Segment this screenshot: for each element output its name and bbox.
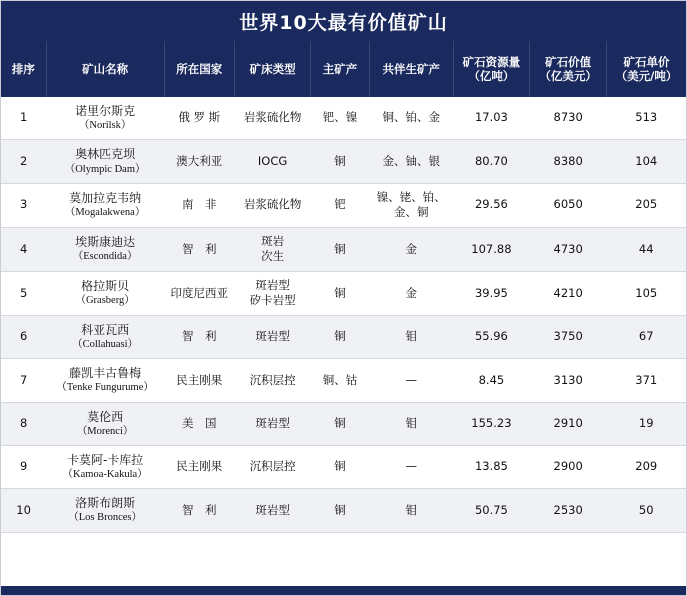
mine-name-cn: 卡莫阿-卡库拉 xyxy=(66,452,144,467)
associated-line2: 金、铜 xyxy=(394,205,429,220)
cell-main-mineral: 铜 xyxy=(311,140,370,183)
table-row xyxy=(1,97,686,140)
mine-name-cn: 洛斯布朗斯 xyxy=(75,496,136,511)
cell-ore-resource: 29.56 xyxy=(453,183,530,227)
cell-ore-value: 2910 xyxy=(530,402,607,445)
mine-name-cn: 莫加拉克韦纳 xyxy=(69,191,142,206)
column-header-rank: 排序 xyxy=(1,41,46,97)
deposit-line1: 斑岩 xyxy=(261,233,285,248)
cell-unit-price: 209 xyxy=(607,445,687,488)
cell-mine-name xyxy=(46,445,164,488)
mine-name-en: （Grasberg） xyxy=(75,295,135,307)
column-header-mine-name: 矿山名称 xyxy=(46,41,164,97)
column-header-deposit-type: 矿床类型 xyxy=(235,41,311,97)
cell-country: 智 利 xyxy=(164,489,235,532)
cell-country: 民主刚果 xyxy=(164,445,235,488)
table-row xyxy=(1,271,686,315)
cell-ore-value: 2900 xyxy=(530,445,607,488)
cell-country: 智 利 xyxy=(164,315,235,358)
cell-associated-mineral: 钼 xyxy=(370,489,454,532)
table-row xyxy=(1,445,686,488)
table-header-row xyxy=(1,41,686,97)
cell-rank: 4 xyxy=(1,227,46,271)
cell-deposit-type xyxy=(235,271,311,315)
cell-mine-name xyxy=(46,227,164,271)
cell-ore-resource: 155.23 xyxy=(453,402,530,445)
cell-mine-name xyxy=(46,315,164,358)
page-title: 世界10大最有价值矿山 xyxy=(239,11,448,34)
cell-deposit-type: 岩浆硫化物 xyxy=(235,183,311,227)
cell-unit-price: 513 xyxy=(607,97,687,140)
cell-associated-mineral: 金 xyxy=(370,227,454,271)
cell-deposit-type: 沉积层控 xyxy=(235,445,311,488)
cell-rank: 10 xyxy=(1,489,46,532)
cell-mine-name xyxy=(46,140,164,183)
column-header-unit-price-line2: （美元/吨） xyxy=(615,69,678,83)
cell-rank: 8 xyxy=(1,402,46,445)
cell-associated-mineral: 金 xyxy=(370,271,454,315)
cell-main-mineral: 铜 xyxy=(311,315,370,358)
cell-ore-resource: 55.96 xyxy=(453,315,530,358)
mine-name-en: （Escondida） xyxy=(72,251,138,263)
mine-name-cn: 奥林匹克坝 xyxy=(75,147,136,162)
cell-rank: 1 xyxy=(1,97,46,140)
column-header-ore-value-line1: 矿石价值 xyxy=(545,54,592,69)
cell-deposit-type: IOCG xyxy=(235,140,311,183)
mine-name-cn: 埃斯康迪达 xyxy=(75,235,136,250)
cell-associated-mineral: 金、铀、银 xyxy=(370,140,454,183)
cell-main-mineral: 铜 xyxy=(311,489,370,532)
mine-name-en: （Collahuasi） xyxy=(72,339,139,350)
mine-name-en: （Norilsk） xyxy=(78,120,132,132)
cell-ore-value: 3130 xyxy=(530,359,607,402)
cell-unit-price: 104 xyxy=(607,140,687,183)
table-row xyxy=(1,315,686,358)
mine-name-cn: 藤凯丰古鲁梅 xyxy=(69,366,142,381)
deposit-line1: 斑岩型 xyxy=(255,277,290,292)
cell-deposit-type: 斑岩型 xyxy=(235,402,311,445)
cell-country: 俄 罗 斯 xyxy=(164,97,235,140)
mine-name-en: （Morenci） xyxy=(76,425,134,437)
table-row xyxy=(1,183,686,227)
column-header-unit-price xyxy=(607,41,687,97)
cell-main-mineral: 铜、钴 xyxy=(311,359,370,402)
cell-unit-price: 50 xyxy=(607,489,687,532)
cell-rank: 7 xyxy=(1,359,46,402)
cell-ore-resource: 13.85 xyxy=(453,445,530,488)
cell-unit-price: 371 xyxy=(607,359,687,402)
cell-mine-name xyxy=(46,489,164,532)
cell-rank: 5 xyxy=(1,271,46,315)
cell-country: 印度尼西亚 xyxy=(164,271,235,315)
mine-name-cn: 莫伦西 xyxy=(87,409,124,424)
column-header-ore-resource-line2: （亿吨） xyxy=(468,69,515,83)
cell-main-mineral: 钯、镍 xyxy=(311,97,370,140)
document-title-bar xyxy=(1,1,686,41)
column-header-main-mineral: 主矿产 xyxy=(311,41,370,97)
cell-ore-resource: 17.03 xyxy=(453,97,530,140)
cell-country: 智 利 xyxy=(164,227,235,271)
cell-associated-mineral xyxy=(370,183,454,227)
cell-ore-value: 8380 xyxy=(530,140,607,183)
mine-name-en: （Kamoa-Kakula） xyxy=(62,469,148,481)
cell-associated-mineral: 钼 xyxy=(370,402,454,445)
cell-country: 澳大利亚 xyxy=(164,140,235,183)
associated-line1: 镍、铑、铂、 xyxy=(376,189,446,204)
cell-main-mineral: 铜 xyxy=(311,445,370,488)
deposit-line2: 矽卡岩型 xyxy=(249,293,296,308)
mine-name-en: （Olympic Dam） xyxy=(64,163,146,175)
cell-country: 民主刚果 xyxy=(164,359,235,402)
column-header-unit-price-line1: 矿石单价 xyxy=(623,54,670,69)
cell-unit-price: 19 xyxy=(607,402,687,445)
cell-country: 美 国 xyxy=(164,402,235,445)
cell-ore-value: 4210 xyxy=(530,271,607,315)
cell-ore-resource: 8.45 xyxy=(453,359,530,402)
cell-main-mineral: 铜 xyxy=(311,271,370,315)
mine-name-cn: 科亚瓦西 xyxy=(81,322,130,337)
cell-ore-value: 4730 xyxy=(530,227,607,271)
cell-ore-resource: 107.88 xyxy=(453,227,530,271)
cell-mine-name xyxy=(46,183,164,227)
cell-rank: 3 xyxy=(1,183,46,227)
column-header-ore-resource-line1: 矿石资源量 xyxy=(462,54,521,69)
cell-main-mineral: 钯 xyxy=(311,183,370,227)
cell-deposit-type: 沉积层控 xyxy=(235,359,311,402)
footer-bar xyxy=(1,586,686,595)
table-row xyxy=(1,140,686,183)
cell-mine-name xyxy=(46,271,164,315)
table-row xyxy=(1,227,686,271)
mine-name-en: （Tenke Fungurume） xyxy=(56,382,154,394)
column-header-ore-resource xyxy=(453,41,530,97)
cell-ore-resource: 50.75 xyxy=(453,489,530,532)
cell-ore-value: 2530 xyxy=(530,489,607,532)
column-header-country: 所在国家 xyxy=(164,41,235,97)
cell-deposit-type: 岩浆硫化物 xyxy=(235,97,311,140)
cell-unit-price: 105 xyxy=(607,271,687,315)
cell-country: 南 非 xyxy=(164,183,235,227)
cell-unit-price: 205 xyxy=(607,183,687,227)
cell-main-mineral: 铜 xyxy=(311,227,370,271)
table-row xyxy=(1,489,686,532)
cell-associated-mineral: — xyxy=(370,445,454,488)
cell-rank: 9 xyxy=(1,445,46,488)
cell-ore-value: 6050 xyxy=(530,183,607,227)
mines-table xyxy=(1,41,686,533)
cell-rank: 2 xyxy=(1,140,46,183)
cell-mine-name xyxy=(46,97,164,140)
cell-ore-value: 8730 xyxy=(530,97,607,140)
column-header-associated-mineral: 共伴生矿产 xyxy=(370,41,454,97)
mine-name-en: （Los Bronces） xyxy=(68,512,142,524)
cell-associated-mineral: — xyxy=(370,359,454,402)
cell-mine-name xyxy=(46,402,164,445)
cell-mine-name xyxy=(46,359,164,402)
column-header-ore-value-line2: （亿美元） xyxy=(539,69,597,83)
cell-main-mineral: 铜 xyxy=(311,402,370,445)
cell-deposit-type: 斑岩型 xyxy=(235,315,311,358)
deposit-line2: 次生 xyxy=(261,249,285,264)
cell-associated-mineral: 钼 xyxy=(370,315,454,358)
table-row xyxy=(1,359,686,402)
cell-deposit-type: 斑岩型 xyxy=(235,489,311,532)
cell-rank: 6 xyxy=(1,315,46,358)
mine-name-cn: 诺里尔斯克 xyxy=(75,104,136,118)
cell-unit-price: 44 xyxy=(607,227,687,271)
mine-name-cn: 格拉斯贝 xyxy=(81,279,130,294)
table-row xyxy=(1,402,686,445)
cell-unit-price: 67 xyxy=(607,315,687,358)
cell-deposit-type xyxy=(235,227,311,271)
cell-ore-resource: 80.70 xyxy=(453,140,530,183)
cell-ore-resource: 39.95 xyxy=(453,271,530,315)
column-header-ore-value xyxy=(530,41,607,97)
cell-ore-value: 3750 xyxy=(530,315,607,358)
mine-name-en: （Mogalakwena） xyxy=(64,207,146,219)
cell-associated-mineral: 铜、铂、金 xyxy=(370,97,454,140)
